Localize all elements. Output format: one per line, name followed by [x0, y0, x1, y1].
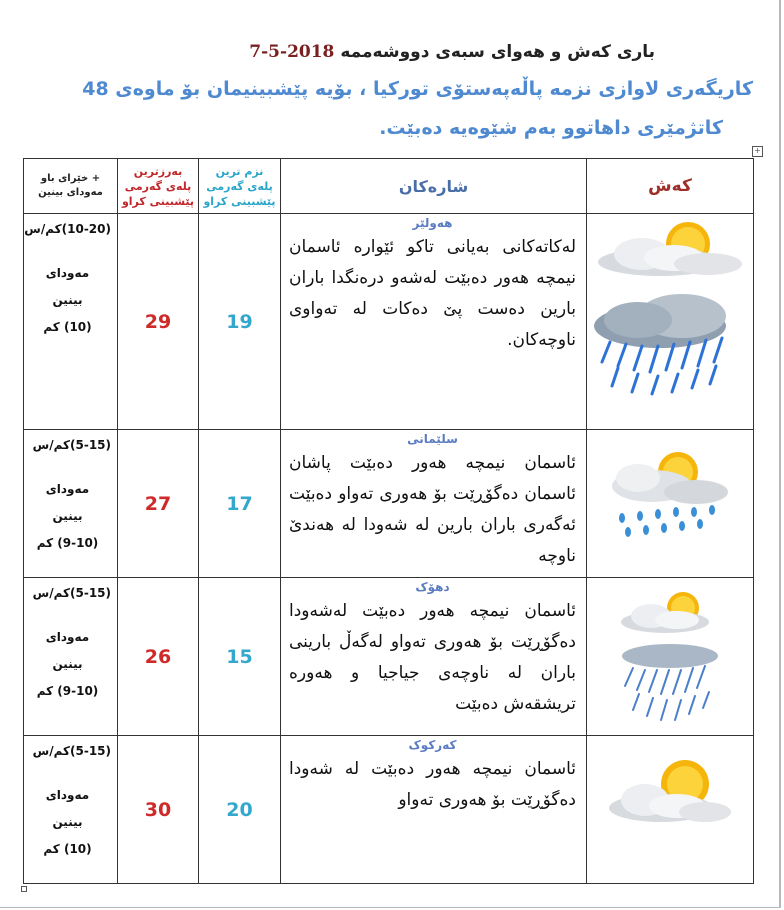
header-min-temp: نزم ترین پلەی گەرمی پێشبینی کراو [199, 159, 281, 214]
table-row [24, 430, 754, 578]
cloud-rain-sun-icon [600, 442, 740, 552]
min-temp: 19 [199, 214, 281, 430]
visibility-value: (10) کم [43, 320, 92, 334]
max-temp: 30 [118, 736, 199, 884]
visibility-label: مەودای بینین (10) کم [43, 266, 92, 334]
table-header-row [24, 159, 754, 214]
forecast-title: باری کەش و هەوای سبەی دووشەممە [340, 42, 655, 62]
max-temp: 27 [118, 430, 199, 578]
header-max-temp: بەرزترین پلەی گەرمی پێشبینی کراو [118, 159, 199, 214]
forecast-description: ئاسمان نیمچە هەور دەبێت لەشەودا دەگۆڕێت بۆ هەوری تەواو لەگەڵ بارینی باران لە ناوچەی جیاجیا و هەورە تریشقەش دەبێت [289, 601, 576, 714]
weather-icons-cell [587, 214, 754, 430]
forecast-description: ئاسمان نیمچە هەور دەبێت لە شەودا دەگۆڕێت بۆ هەوری تەواو [289, 759, 576, 810]
city-cell [281, 430, 587, 578]
city-name: دهۆک [415, 580, 450, 594]
forecast-table [23, 158, 754, 884]
visibility-value: (9-10) کم [36, 684, 99, 698]
heavy-rain-icon [590, 286, 750, 396]
table-move-handle-icon[interactable]: + [752, 146, 763, 157]
min-temp: 20 [199, 736, 281, 884]
header-weather: کەش [587, 159, 754, 214]
min-temp: 15 [199, 578, 281, 736]
wind-visibility-cell [24, 578, 118, 736]
partly-cloudy-icon [590, 214, 750, 286]
subtitle-line-2: کاتژمێری داهاتوو بەم شێوەیە دەبێت. [379, 117, 723, 139]
city-cell [281, 578, 587, 736]
table-row [24, 578, 754, 736]
visibility-value: (10) کم [43, 842, 92, 856]
table-row [24, 214, 754, 430]
weather-icons-cell [587, 430, 754, 578]
forecast-description: لەکاتەکانی بەیانی تاکو ئێوارە ئاسمان نیمچە هەور دەبێت لەشەو درەنگدا باران بارین دەست پێ دەکات لە تەواوی ناوچەکان. [289, 237, 576, 350]
wind-visibility-cell [24, 736, 118, 884]
weather-icons-cell [587, 736, 754, 884]
partly-cloudy-icon [605, 754, 735, 834]
forecast-date: 2018-5-7 [249, 42, 335, 62]
wind-visibility-cell [24, 430, 118, 578]
city-name: هەولێر [412, 216, 453, 230]
forecast-description: ئاسمان نیمچە هەور دەبێت پاشان ئاسمان دەگۆڕێت بۆ هەوری تەواو دەبێت ئەگەری باران بارین لە شەودا لە هەندێ ناوچە [289, 453, 576, 566]
rain-icon [615, 642, 725, 724]
wind-speed: (10-20)کم/س [24, 222, 111, 236]
min-temp: 17 [199, 430, 281, 578]
wind-speed: (5-15)کم/س [32, 744, 111, 758]
visibility-label: مەودای بینین (9-10) کم [36, 630, 99, 698]
subtitle-line-1: کاریگەری لاوازی نزمە پاڵەپەستۆی تورکیا ، بۆیە پێشبینیمان بۆ ماوەی 48 [82, 78, 753, 100]
header-wind-visibility: خێرای باو + مەودای بینین [24, 159, 118, 214]
city-name: سلێمانی [407, 432, 458, 446]
weather-icons-cell [587, 578, 754, 736]
max-temp: 26 [118, 578, 199, 736]
city-cell [281, 214, 587, 430]
table-row [24, 736, 754, 884]
wind-speed: (5-15)کم/س [32, 438, 111, 452]
visibility-label: مەودای بینین (9-10) کم [36, 482, 99, 550]
visibility-value: (9-10) کم [36, 536, 99, 550]
wind-speed: (5-15)کم/س [32, 586, 111, 600]
city-cell [281, 736, 587, 884]
header-cities: شارەکان [281, 159, 587, 214]
max-temp: 29 [118, 214, 199, 430]
wind-visibility-cell [24, 214, 118, 430]
title-line [231, 42, 655, 62]
table-resize-handle-icon[interactable] [21, 886, 27, 892]
city-name: کەرکوک [408, 738, 457, 752]
visibility-label: مەودای بینین (10) کم [43, 788, 92, 856]
partly-cloudy-icon [615, 586, 725, 638]
